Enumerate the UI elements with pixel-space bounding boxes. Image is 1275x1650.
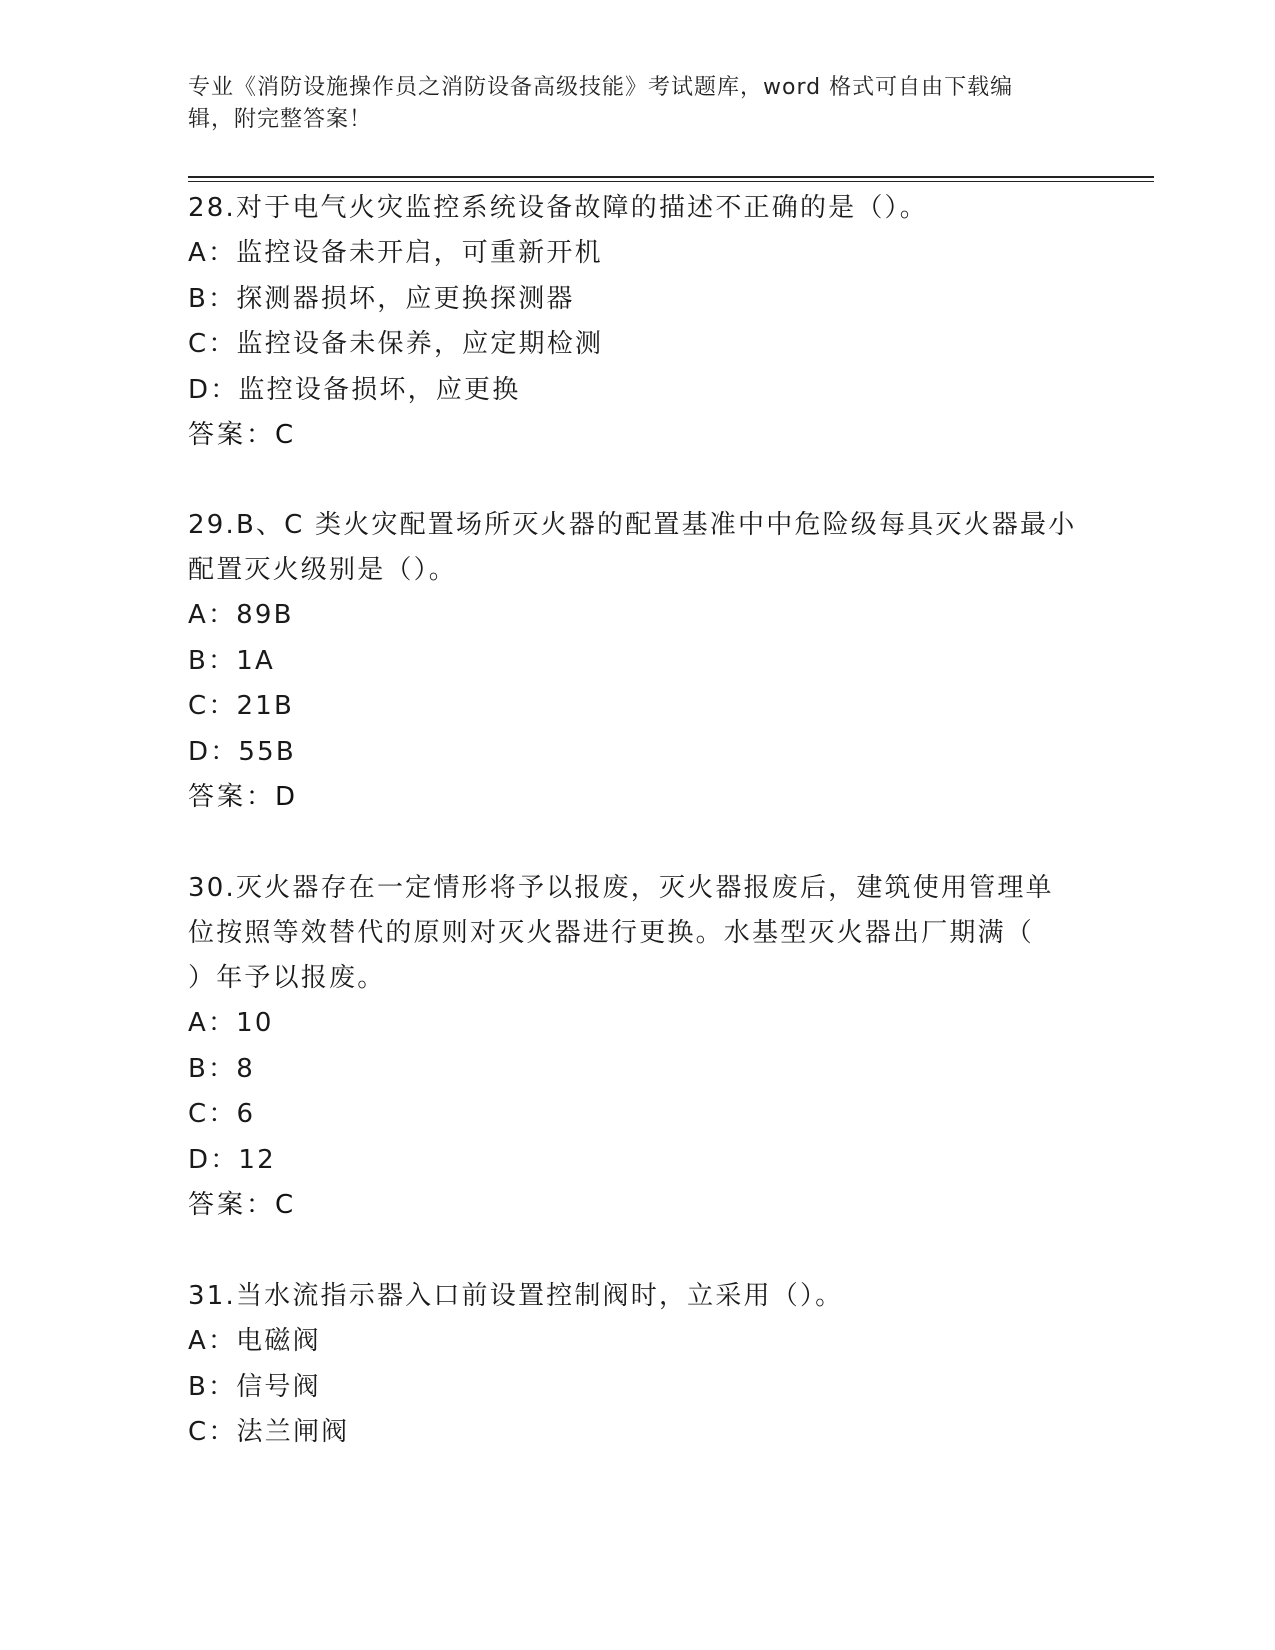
question-stem-line: 30.灭火器存在一定情形将予以报废，灭火器报废后，建筑使用管理单 bbox=[188, 873, 1054, 903]
header-divider-thick bbox=[188, 176, 1154, 178]
header-line-1: 专业《消防设施操作员之消防设备高级技能》考试题库，word 格式可自由下载编 bbox=[188, 75, 1014, 100]
option-c: C：监控设备未保养，应定期检测 bbox=[188, 329, 604, 359]
question-29 bbox=[188, 503, 1088, 820]
answer-value: D bbox=[275, 782, 296, 812]
option-b: B：信号阀 bbox=[188, 1371, 321, 1402]
header-line-2: 辑，附完整答案！ bbox=[188, 107, 373, 132]
header-divider-thin bbox=[188, 181, 1154, 182]
option-d: D：12 bbox=[188, 1144, 276, 1175]
option-b: B：1A bbox=[188, 645, 275, 676]
document-header bbox=[188, 72, 1068, 136]
answer bbox=[188, 775, 1088, 820]
question-stem: 31.当水流指示器入口前设置控制阀时，立采用（）。 bbox=[188, 1281, 844, 1311]
answer-label: 答案： bbox=[188, 420, 276, 450]
answer-value: C bbox=[275, 420, 294, 450]
option-a: A：电磁阀 bbox=[188, 1326, 321, 1356]
option-d: D：监控设备损坏，应更换 bbox=[188, 374, 521, 405]
question-stem-line: 29.B、C 类火灾配置场所灭火器的配置基准中中危险级每具灭火器最小 bbox=[188, 510, 1077, 540]
question-stem-line: ）年予以报废。 bbox=[188, 963, 386, 993]
question-stem-line: 位按照等效替代的原则对灭火器进行更换。水基型灭火器出厂期满（ bbox=[188, 918, 1035, 948]
option-c: C：法兰闸阀 bbox=[188, 1417, 350, 1447]
question-28 bbox=[188, 186, 1088, 458]
answer-label: 答案： bbox=[188, 782, 276, 812]
answer-value: C bbox=[275, 1190, 294, 1220]
option-d: D：55B bbox=[188, 736, 296, 767]
option-b: B：8 bbox=[188, 1053, 255, 1084]
option-c: C：21B bbox=[188, 691, 295, 721]
question-stem: 28.对于电气火灾监控系统设备故障的描述不正确的是（）。 bbox=[188, 193, 928, 223]
question-30 bbox=[188, 866, 1088, 1228]
option-a: A：监控设备未开启，可重新开机 bbox=[188, 238, 603, 268]
question-31 bbox=[188, 1274, 1088, 1456]
question-stem-line: 配置灭火级别是（）。 bbox=[188, 555, 458, 585]
answer bbox=[188, 1183, 1088, 1228]
option-a: A：10 bbox=[188, 1008, 274, 1038]
answer-label: 答案： bbox=[188, 1190, 276, 1220]
option-b: B：探测器损坏，应更换探测器 bbox=[188, 283, 575, 314]
option-c: C：6 bbox=[188, 1099, 256, 1129]
option-a: A：89B bbox=[188, 600, 294, 630]
answer bbox=[188, 413, 1088, 458]
